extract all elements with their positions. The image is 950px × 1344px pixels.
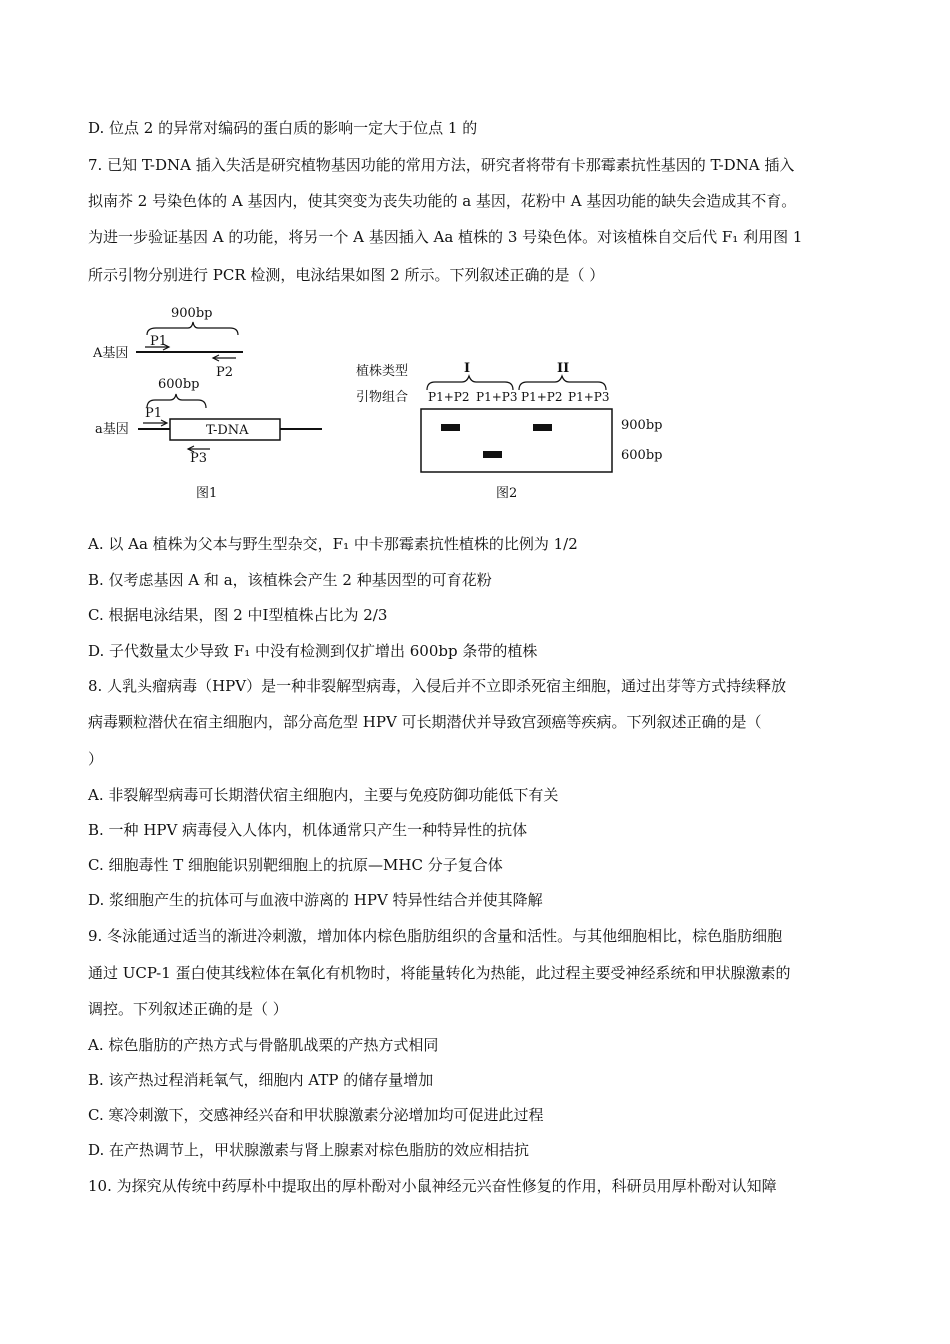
q8-line-1: 8. 人乳头瘤病毒（HPV）是一种非裂解型病毒，入侵后并不立即杀死宿主细胞，通过出芽等方式持续释放 [88,677,787,695]
q7-line-3: 为进一步验证基因 A 的功能，将另一个 A 基因插入 Aa 植株的 3 号染色体。对该植株自交后代 F₁ 利用图 1 [88,228,803,246]
fig2-band-lane3-900 [533,424,552,431]
q9-line-2: 通过 UCP-1 蛋白使其线粒体在氧化有机物时，将能量转化为热能，此过程主要受神经系统和甲状腺激素的 [88,964,791,982]
fig2-caption: 图2 [496,486,518,501]
fig1-len-900: 900bp [171,306,213,321]
fig2-type-II: II [557,361,570,376]
q8-option-c: C. 细胞毒性 T 细胞能识别靶细胞上的抗原—MHC 分子复合体 [88,856,503,874]
fig2-brace-II [519,376,606,390]
fig1-caption: 图1 [196,486,218,501]
fig2-brace-I [427,376,513,390]
fig1-gene-A-label: A基因 [93,346,129,361]
option-d-q6: D. 位点 2 的异常对编码的蛋白质的影响一定大于位点 1 的 [88,119,478,137]
q9-option-d: D. 在产热调节上，甲状腺激素与肾上腺素对棕色脂肪的效应相拮抗 [88,1141,530,1159]
q7-option-b: B. 仅考虑基因 A 和 a，该植株会产生 2 种基因型的可育花粉 [88,571,492,589]
q8-line-3: ） [88,750,104,768]
q8-option-d: D. 浆细胞产生的抗体可与血液中游离的 HPV 特异性结合并使其降解 [88,891,543,909]
fig2-type-I: I [464,361,471,376]
q7-option-d: D. 子代数量太少导致 F₁ 中没有检测到仅扩增出 600bp 条带的植株 [88,642,538,660]
q8-line-2: 病毒颗粒潜伏在宿主细胞内，部分高危型 HPV 可长期潜伏并导致宫颈癌等疾病。下列叙述正确的是（ [88,713,762,731]
fig2-band-lane1-900 [441,424,460,431]
q7-option-a: A. 以 Aa 植株为父本与野生型杂交，F₁ 中卡那霉素抗性植株的比例为 1/2 [88,535,578,553]
q7-line-1: 7. 已知 T-DNA 插入失活是研究植物基因功能的常用方法，研究者将带有卡那霉素抗性基因的 T-DNA 插入 [88,156,795,174]
fig1-p1-a: P1 [150,334,168,349]
fig1-tdna-label: T-DNA [206,423,249,438]
q7-option-c: C. 根据电泳结果，图 2 中Ⅰ型植株占比为 2/3 [88,606,388,624]
q8-option-a: A. 非裂解型病毒可长期潜伏宿主细胞内，主要与免疫防御功能低下有关 [88,786,559,804]
fig2-combo-3: P1+P2 [521,390,563,404]
figure-2 [356,361,662,501]
fig2-row1-label: 植株类型 [356,364,409,379]
q7-figures [0,0,950,520]
fig2-size-600: 600bp [621,448,663,463]
fig2-size-900: 900bp [621,418,663,433]
fig1-p3: P3 [190,451,208,466]
q7-line-4: 所示引物分别进行 PCR 检测，电泳结果如图 2 所示。下列叙述正确的是（ ） [88,266,605,284]
q9-option-c: C. 寒冷刺激下，交感神经兴奋和甲状腺激素分泌增加均可促进此过程 [88,1106,544,1124]
fig2-combo-2: P1+P3 [476,390,518,404]
fig1-p2: P2 [216,365,234,380]
fig1-p1-b: P1 [145,406,163,421]
fig1-gene-a-label: a基因 [95,422,129,437]
figure-1 [92,306,322,501]
q7-line-2: 拟南芥 2 号染色体的 A 基因内，使其突变为丧失功能的 a 基因，花粉中 A 基因功能的缺失会造成其不育。 [88,192,797,210]
fig2-combo-4: P1+P3 [568,390,610,404]
q9-option-b: B. 该产热过程消耗氧气，细胞内 ATP 的储存量增加 [88,1071,434,1089]
fig1-len-600: 600bp [158,377,200,392]
q9-line-1: 9. 冬泳能通过适当的渐进冷刺激，增加体内棕色脂肪组织的含量和活性。与其他细胞相比，棕色脂肪细胞 [88,927,783,945]
fig2-gel [421,409,612,472]
q10-line-1: 10. 为探究从传统中药厚朴中提取出的厚朴酚对小鼠神经元兴奋性修复的作用，科研员用厚朴酚对认知障 [88,1177,777,1195]
fig2-row2-label: 引物组合 [356,390,409,405]
fig2-band-lane2-600 [483,451,502,458]
q9-option-a: A. 棕色脂肪的产热方式与骨骼肌战栗的产热方式相同 [88,1036,439,1054]
fig2-combo-1: P1+P2 [428,390,470,404]
q8-option-b: B. 一种 HPV 病毒侵入人体内，机体通常只产生一种特异性的抗体 [88,821,528,839]
q9-line-3: 调控。下列叙述正确的是（ ） [88,1000,288,1018]
